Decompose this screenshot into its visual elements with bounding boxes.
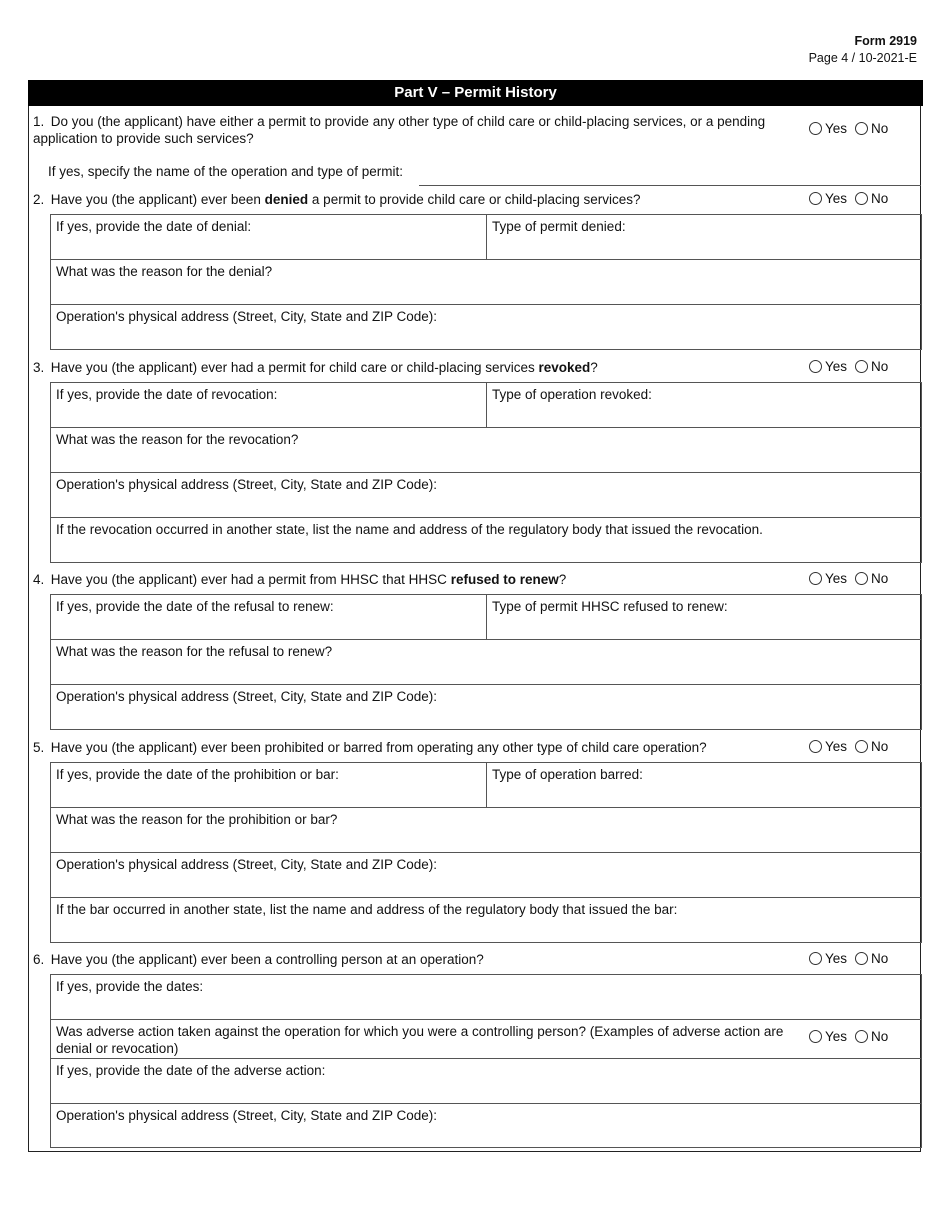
q4-type-field[interactable]: Type of permit HHSC refused to renew: [486,594,922,640]
q6-dates-field[interactable]: If yes, provide the dates: [50,974,922,1020]
question-1 [33,113,793,147]
no-label: No [871,121,889,136]
q2-date-field[interactable]: If yes, provide the date of denial: [50,214,487,260]
q5-other-state-field[interactable]: If the bar occurred in another state, list the name and address of the regulatory body that issued the bar: [50,897,922,943]
yes-label: Yes [825,121,848,136]
q5-date-field[interactable]: If yes, provide the date of the prohibition or bar: [50,762,487,808]
q4-address-field[interactable]: Operation's physical address (Street, City, State and ZIP Code): [50,684,922,730]
q5-type-field[interactable]: Type of operation barred: [486,762,922,808]
radio-circle-icon [809,952,822,965]
page-info: Page 4 / 10-2021-E [808,51,917,65]
q3-address-field[interactable]: Operation's physical address (Street, City, State and ZIP Code): [50,472,922,518]
yes-label: Yes [825,1029,848,1044]
radio-circle-icon [809,192,822,205]
radio-circle-icon [855,952,868,965]
question-text: Have you (the applicant) ever been [50,192,265,207]
form-number: Form 2919 [854,34,917,48]
q1-no-radio[interactable] [855,121,888,136]
q3-yes-radio[interactable] [809,359,847,374]
question-number: 6. [33,952,45,967]
question-number: 3. [33,360,45,375]
radio-circle-icon [809,740,822,753]
q6-address-field[interactable]: Operation's physical address (Street, City, State and ZIP Code): [50,1103,922,1148]
yes-label: Yes [825,571,848,586]
q1-specify-line[interactable] [419,185,921,186]
q2-address-field[interactable]: Operation's physical address (Street, City, State and ZIP Code): [50,304,922,350]
q1-yes-radio[interactable] [809,121,847,136]
q4-date-field[interactable]: If yes, provide the date of the refusal to renew: [50,594,487,640]
q3-reason-field[interactable]: What was the reason for the revocation? [50,427,922,473]
q2-yes-no [809,191,905,209]
radio-circle-icon [809,1030,822,1043]
q6-adverse-yes-radio[interactable] [809,1029,847,1044]
q5-yes-radio[interactable] [809,739,847,754]
q6-no-radio[interactable] [855,951,888,966]
question-text: Do you (the applicant) have either a permit to provide any other type of child care or child-placing services, or a pending application to provide such services? [33,114,766,146]
q6-adverse-no-radio[interactable] [855,1029,888,1044]
radio-circle-icon [809,360,822,373]
question-text: Have you (the applicant) ever had a permit for child care or child-placing services [50,360,539,375]
q2-type-field[interactable]: Type of permit denied: [486,214,922,260]
q3-type-field[interactable]: Type of operation revoked: [486,382,922,428]
q5-address-field[interactable]: Operation's physical address (Street, City, State and ZIP Code): [50,852,922,898]
q3-other-state-field[interactable]: If the revocation occurred in another state, list the name and address of the regulatory body that issued the revocation. [50,517,922,563]
question-6 [33,951,793,968]
radio-circle-icon [855,1030,868,1043]
question-text: Have you (the applicant) ever been a controlling person at an operation? [50,952,484,967]
yes-label: Yes [825,191,848,206]
q3-date-field[interactable]: If yes, provide the date of revocation: [50,382,487,428]
q1-specify-label: If yes, specify the name of the operation and type of permit: [48,164,403,179]
no-label: No [871,1029,889,1044]
radio-circle-icon [809,122,822,135]
radio-circle-icon [855,192,868,205]
question-text-end: ? [590,360,598,375]
form-header [809,33,917,67]
no-label: No [871,571,889,586]
q5-yes-no [809,739,905,757]
question-5 [33,739,793,756]
q6-adverse-question: Was adverse action taken against the operation for which you were a controlling person? (Examples of adverse action are denial or revocation) [50,1019,922,1059]
q6-yes-no [809,951,905,969]
q6-yes-radio[interactable] [809,951,847,966]
question-text: Have you (the applicant) ever been prohibited or barred from operating any other type of child care operation? [50,740,707,755]
question-emphasis: refused to renew [450,572,559,587]
q5-no-radio[interactable] [855,739,888,754]
q4-yes-radio[interactable] [809,571,847,586]
yes-label: Yes [825,951,848,966]
no-label: No [871,191,889,206]
question-text-end: a permit to provide child care or child-placing services? [308,192,641,207]
question-emphasis: revoked [538,360,591,375]
radio-circle-icon [855,122,868,135]
no-label: No [871,951,889,966]
q6-adverse-date-field[interactable]: If yes, provide the date of the adverse action: [50,1058,922,1104]
q3-yes-no [809,359,905,377]
q2-no-radio[interactable] [855,191,888,206]
question-text: Have you (the applicant) ever had a permit from HHSC that HHSC [50,572,451,587]
radio-circle-icon [855,360,868,373]
question-number: 4. [33,572,45,587]
q6-adverse-yes-no [809,1029,905,1047]
q2-yes-radio[interactable] [809,191,847,206]
radio-circle-icon [855,740,868,753]
permit-history-form [28,80,921,1152]
question-number: 2. [33,192,45,207]
q4-reason-field[interactable]: What was the reason for the refusal to renew? [50,639,922,685]
q4-no-radio[interactable] [855,571,888,586]
q5-reason-field[interactable]: What was the reason for the prohibition or bar? [50,807,922,853]
yes-label: Yes [825,739,848,754]
q2-reason-field[interactable]: What was the reason for the denial? [50,259,922,305]
question-emphasis: denied [264,192,309,207]
radio-circle-icon [809,572,822,585]
radio-circle-icon [855,572,868,585]
section-title: Part V – Permit History [28,80,923,106]
question-2 [33,191,793,208]
no-label: No [871,739,889,754]
question-4 [33,571,793,588]
no-label: No [871,359,889,374]
q4-yes-no [809,571,905,589]
q3-no-radio[interactable] [855,359,888,374]
question-3 [33,359,793,376]
question-number: 1. [33,114,45,129]
question-text-end: ? [558,572,567,587]
yes-label: Yes [825,359,848,374]
q1-yes-no [809,121,905,139]
question-number: 5. [33,740,45,755]
